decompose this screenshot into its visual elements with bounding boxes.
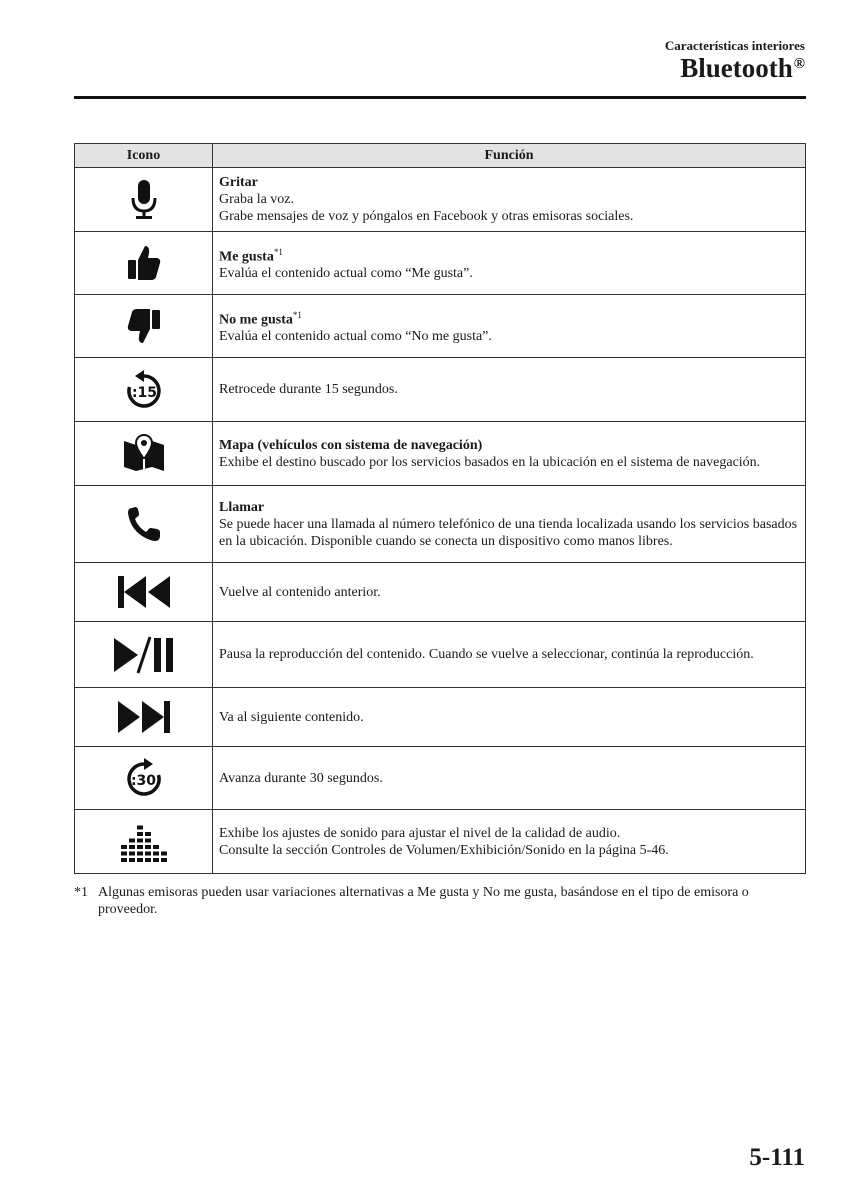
- icon-cell: [75, 422, 213, 486]
- icon-cell: [75, 358, 213, 422]
- row-text: Se puede hacer una llamada al número telefónico de una tienda localizada usando los servicios basados en la ubicación. Disponible cuando se conecta un dispositivo como manos libres.: [219, 516, 798, 549]
- description-cell: [213, 688, 806, 747]
- svg-text::30: :30: [130, 773, 156, 789]
- description-cell: [213, 810, 806, 874]
- svg-text::15: :15: [131, 384, 157, 401]
- row-title: No me gusta$^{*1}$: [219, 309, 302, 328]
- icon-cell: [75, 688, 213, 747]
- column-header-icon: Icono: [75, 144, 213, 168]
- table-row: [75, 486, 806, 563]
- description-cell: [213, 563, 806, 622]
- row-text: Evalúa el contenido actual como “Me gusta”.: [219, 266, 473, 282]
- section-title: Características interiores: [664, 38, 805, 53]
- microphone-icon: [124, 178, 164, 222]
- footnote-ref: *1: [292, 309, 302, 320]
- row-title: Mapa (vehículos con sistema de navegación): [219, 437, 483, 453]
- description-cell: [213, 358, 806, 422]
- thumbs-up-icon: [124, 243, 164, 283]
- header-rule: [74, 96, 806, 99]
- thumbs-down-icon: [124, 306, 164, 346]
- row-text: Exhibe el destino buscado por los servicios basados en la ubicación en el sistema de navegación.: [219, 454, 761, 470]
- description-cell: [213, 168, 806, 232]
- row-title: Me gusta$^{*1}$: [219, 246, 283, 265]
- table-header-row: [75, 144, 806, 168]
- map-pin-icon: [120, 433, 168, 475]
- row-text: Consulte la sección Controles de Volumen/Exhibición/Sonido en la página 5-46.: [219, 842, 669, 858]
- table-row: [75, 688, 806, 747]
- icon-cell: [75, 168, 213, 232]
- icon-cell: [75, 622, 213, 688]
- row-title: Llamar: [219, 499, 265, 515]
- icon-cell: [75, 486, 213, 563]
- skip-previous-icon: [116, 574, 172, 610]
- row-text: Exhibe los ajustes de sonido para ajustar el nivel de la calidad de audio.: [219, 825, 621, 841]
- row-title: Gritar: [219, 175, 258, 190]
- page-number: 5-111: [749, 1144, 805, 1171]
- description-cell: [213, 422, 806, 486]
- page-title-text: Bluetooth: [680, 53, 793, 83]
- row-text: Pausa la reproducción del contenido. Cuando se vuelve a seleccionar, continúa la reproducción.: [219, 647, 754, 662]
- footnote: [74, 884, 806, 918]
- footnote-text: Algunas emisoras pueden usar variaciones alternativas a Me gusta y No me gusta, basándose en el tipo de emisora o proveedor.: [98, 885, 749, 917]
- table-row: [75, 622, 806, 688]
- icon-cell: [75, 810, 213, 874]
- rewind-15-icon: [123, 369, 165, 411]
- forward-30-icon: [123, 757, 165, 799]
- column-header-function: Función: [213, 144, 806, 168]
- description-cell: [213, 232, 806, 295]
- table-row: [75, 232, 806, 295]
- icon-cell: [75, 232, 213, 295]
- row-text: Vuelve al contenido anterior.: [219, 584, 381, 600]
- row-text: Avanza durante 30 segundos.: [219, 770, 383, 786]
- icon-cell: [75, 295, 213, 358]
- table-row: [75, 563, 806, 622]
- description-cell: [213, 486, 806, 563]
- footnote-ref: *1: [273, 246, 283, 257]
- icon-cell: [75, 563, 213, 622]
- table-row: [75, 422, 806, 486]
- phone-icon: [124, 504, 164, 544]
- description-cell: [213, 622, 806, 688]
- row-text: Graba la voz.: [219, 192, 295, 207]
- skip-next-icon: [116, 699, 172, 735]
- table-row: [75, 810, 806, 874]
- row-text: Va al siguiente contenido.: [219, 709, 364, 725]
- icon-cell: [75, 747, 213, 810]
- icon-function-table: [74, 143, 806, 874]
- footnote-mark: *1: [74, 885, 88, 900]
- row-text: Evalúa el contenido actual como “No me gusta”.: [219, 329, 492, 345]
- page-title: [680, 54, 805, 84]
- description-cell: [213, 295, 806, 358]
- row-text: Grabe mensajes de voz y póngalos en Facebook y otras emisoras sociales.: [219, 209, 634, 224]
- table-row: [75, 747, 806, 810]
- table-row: [75, 168, 806, 232]
- row-text: Retrocede durante 15 segundos.: [219, 382, 398, 397]
- play-pause-icon: [112, 635, 176, 675]
- table-row: [75, 358, 806, 422]
- registered-mark: ®: [793, 56, 805, 72]
- table-row: [75, 295, 806, 358]
- description-cell: [213, 747, 806, 810]
- equalizer-icon: [119, 820, 169, 864]
